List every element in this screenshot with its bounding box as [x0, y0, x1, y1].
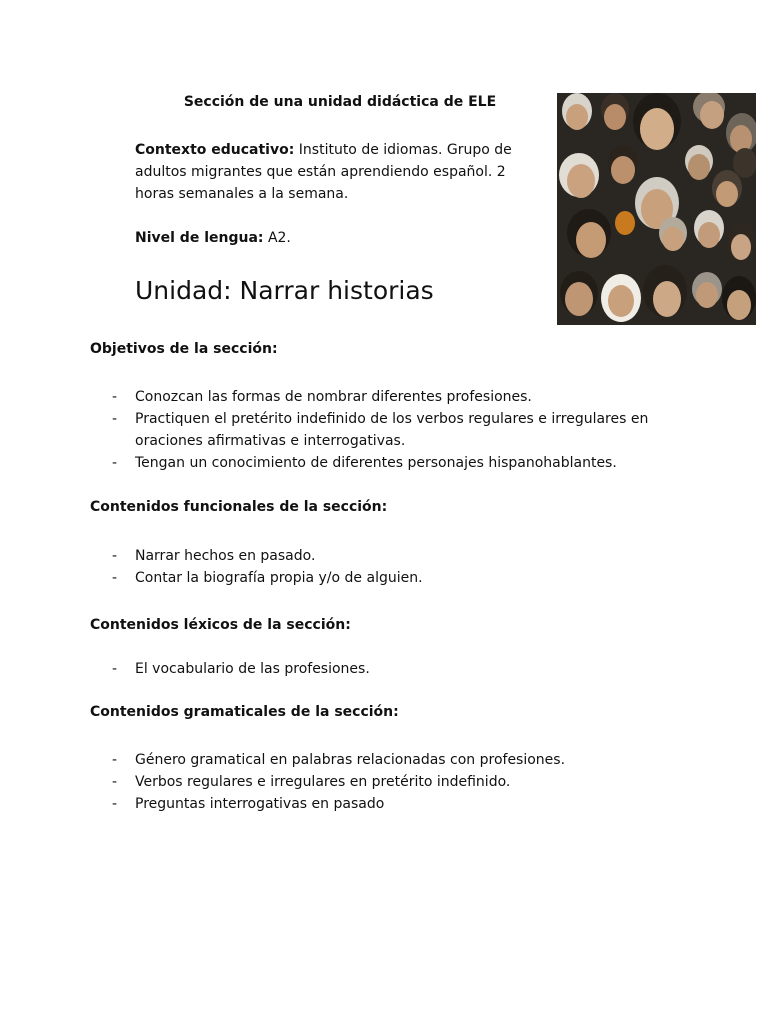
level-paragraph [135, 230, 291, 246]
list-item: - Tengan un conocimiento de diferentes personajes hispanohablantes. [90, 452, 650, 474]
section-heading-objetivos: Objetivos de la sección: [90, 341, 278, 357]
list-item: - Contar la biografía propia y/o de alguien. [90, 567, 650, 589]
list-lexicos [90, 658, 650, 680]
list-funcionales [90, 545, 650, 589]
list-item: - Verbos regulares e irregulares en pretérito indefinido. [90, 771, 650, 793]
bullet-dash: - [112, 661, 118, 677]
list-item: - Género gramatical en palabras relacionadas con profesiones. [90, 749, 650, 771]
level-label: Nivel de lengua: [135, 230, 264, 246]
context-label: Contexto educativo: [135, 142, 295, 158]
context-paragraph [135, 139, 545, 205]
list-objetivos [90, 386, 650, 474]
portrait-collage-image [557, 93, 756, 325]
section-heading-lexicos: Contenidos léxicos de la sección: [90, 617, 351, 633]
list-item: - Practiquen el pretérito indefinido de los verbos regulares e irregulares en oraciones afirmativas e interrogativas. [90, 408, 650, 452]
bullet-dash: - [112, 548, 118, 564]
list-item: - Narrar hechos en pasado. [90, 545, 650, 567]
bullet-dash: - [112, 752, 118, 768]
level-value: A2. [263, 230, 291, 246]
list-gramaticales [90, 749, 650, 815]
list-item: - Conozcan las formas de nombrar diferentes profesiones. [90, 386, 650, 408]
bullet-dash: - [112, 389, 118, 405]
bullet-dash: - [112, 796, 118, 812]
section-heading-funcionales: Contenidos funcionales de la sección: [90, 499, 388, 515]
list-item: - Preguntas interrogativas en pasado [90, 793, 650, 815]
document-title: Sección de una unidad didáctica de ELE [183, 94, 497, 110]
list-item: - El vocabulario de las profesiones. [90, 658, 650, 680]
context-text: Instituto de idiomas. Grupo de adultos migrantes que están aprendiendo español. 2 horas semanales a la semana. [135, 142, 512, 202]
bullet-dash: - [112, 411, 118, 427]
bullet-dash: - [112, 774, 118, 790]
section-heading-gramaticales: Contenidos gramaticales de la sección: [90, 704, 399, 720]
bullet-dash: - [112, 570, 118, 586]
portrait-collage-icon [557, 93, 756, 325]
bullet-dash: - [112, 455, 118, 471]
unit-title: Unidad: Narrar historias [135, 276, 434, 305]
